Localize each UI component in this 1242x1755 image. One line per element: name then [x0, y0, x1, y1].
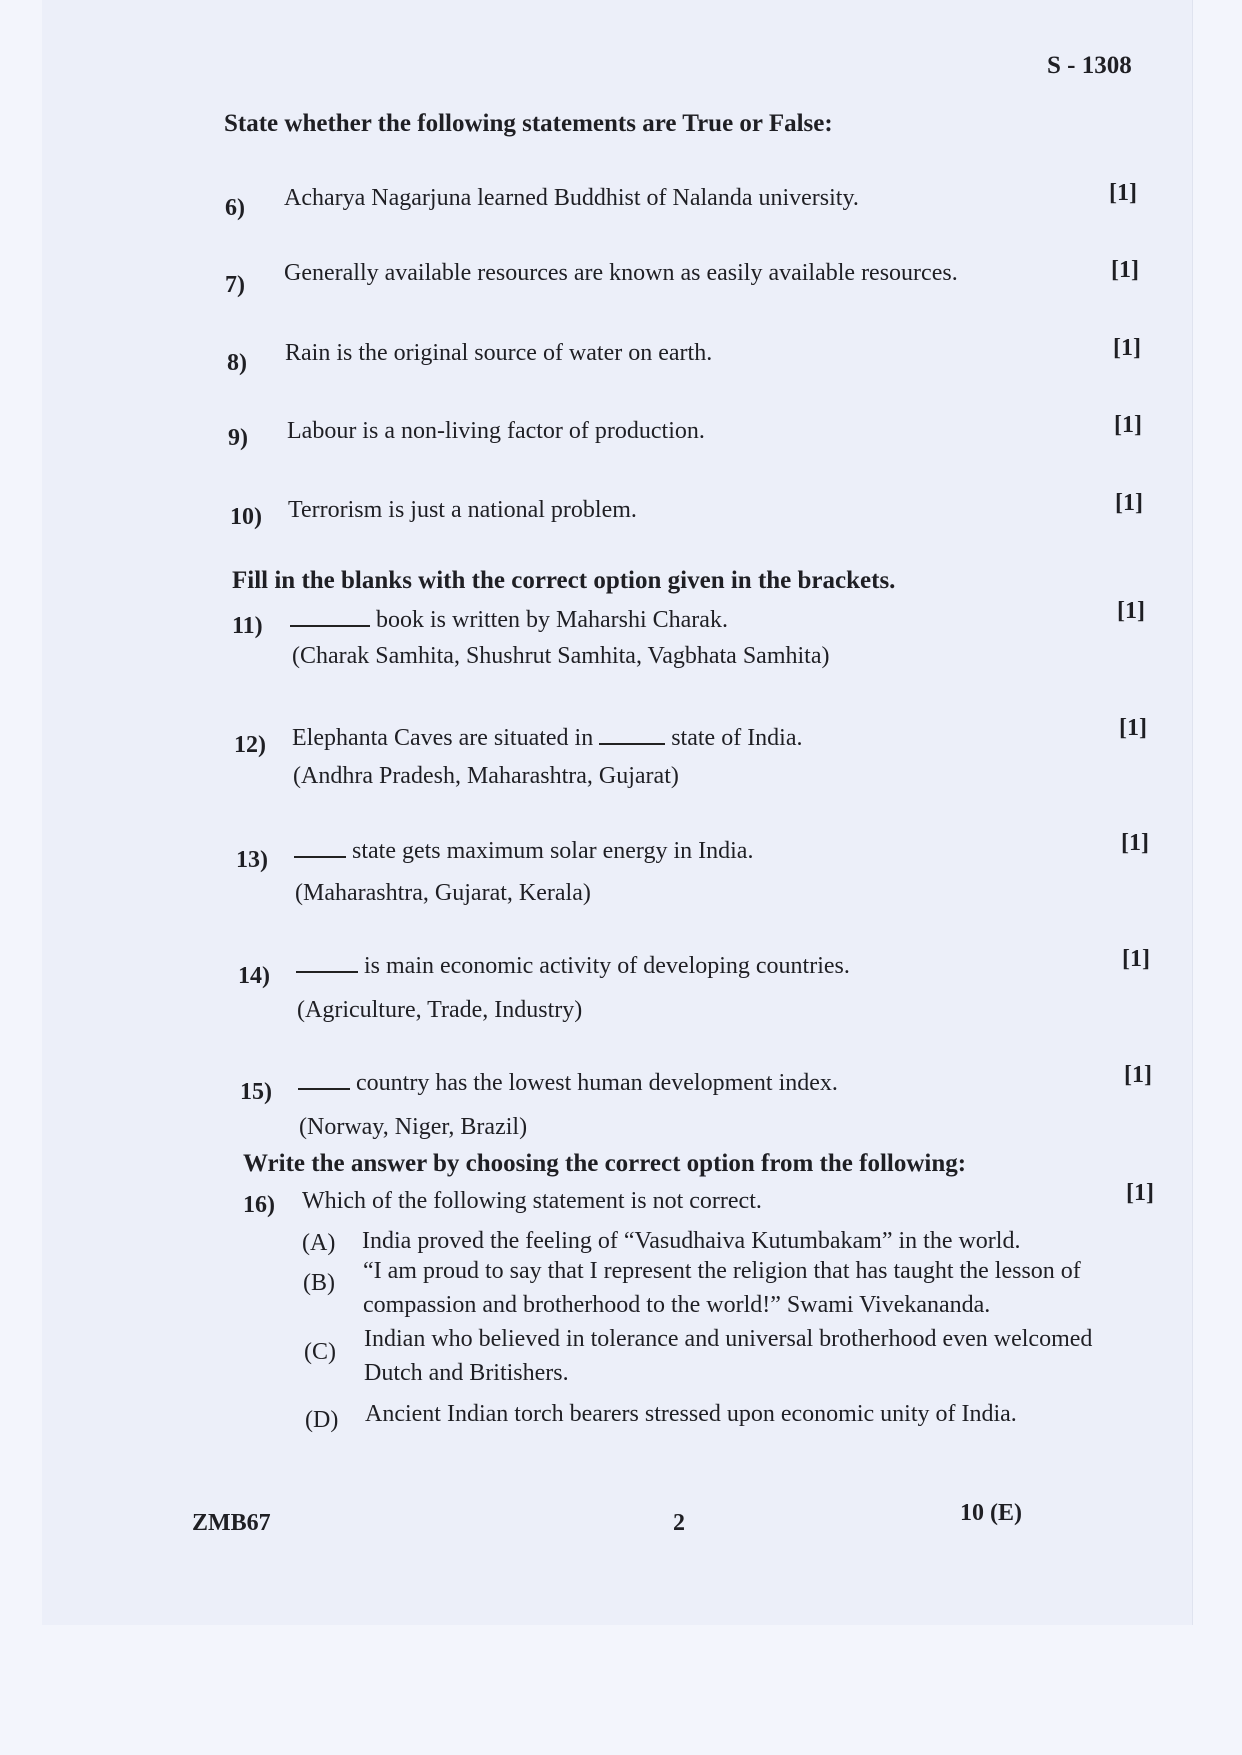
question-text-after: state gets maximum solar energy in India. [352, 838, 754, 864]
question-number: 15) [240, 1079, 272, 1105]
question-mark: [1] [1117, 598, 1145, 624]
question-text-after: is main economic activity of developing countries. [364, 953, 850, 979]
question-text: Generally available resources are known as easily available resources. [284, 260, 958, 286]
question-text-before: Elephanta Caves are situated in [292, 725, 594, 751]
option-line: Ancient Indian torch bearers stressed upon economic unity of India. [365, 1401, 1017, 1427]
question-number: 14) [238, 963, 270, 989]
question-text [298, 1070, 838, 1097]
question-mark: [1] [1124, 1062, 1152, 1088]
question-mark: [1] [1109, 180, 1137, 206]
question-mark: [1] [1126, 1180, 1154, 1206]
question-number: 9) [228, 425, 248, 451]
answer-blank [298, 1070, 350, 1090]
question-mark: [1] [1122, 946, 1150, 972]
question-text [294, 838, 753, 865]
section-heading-true-false: State whether the following statements are True or False: [224, 110, 833, 137]
question-text: Labour is a non-living factor of production. [287, 418, 705, 444]
question-number: 10) [230, 504, 262, 530]
section-heading-fill-blanks: Fill in the blanks with the correct option given in the brackets. [232, 567, 896, 594]
section-heading-choose-option: Write the answer by choosing the correct option from the following: [243, 1150, 967, 1177]
option-label: (B) [303, 1270, 335, 1296]
option-text [362, 1224, 1182, 1258]
question-number: 11) [232, 613, 263, 639]
option-label: (A) [302, 1230, 336, 1256]
answer-options: (Andhra Pradesh, Maharashtra, Gujarat) [293, 763, 679, 789]
option-line: Indian who believed in tolerance and universal brotherhood even welcomed [364, 1326, 1093, 1352]
question-text [292, 725, 803, 752]
question-number: 8) [227, 350, 247, 376]
answer-options: (Norway, Niger, Brazil) [299, 1114, 528, 1140]
question-mark: [1] [1119, 715, 1147, 741]
option-line: “I am proud to say that I represent the religion that has taught the lesson of [363, 1258, 1081, 1284]
question-mark: [1] [1121, 830, 1149, 856]
page-number: 2 [673, 1510, 685, 1536]
question-mark: [1] [1113, 335, 1141, 361]
answer-blank [294, 838, 346, 858]
option-line: compassion and brotherhood to the world!” Swami Vivekananda. [363, 1292, 991, 1318]
question-text [290, 607, 728, 634]
question-text [296, 953, 850, 980]
option-text [365, 1397, 1185, 1431]
question-mark: [1] [1114, 412, 1142, 438]
question-mark: [1] [1115, 490, 1143, 516]
question-number: 7) [225, 272, 245, 298]
question-number: 12) [234, 732, 266, 758]
question-text: Which of the following statement is not correct. [302, 1188, 762, 1214]
answer-blank [296, 953, 358, 973]
question-mark: [1] [1111, 257, 1139, 283]
answer-options: (Agriculture, Trade, Industry) [297, 997, 583, 1023]
question-number: 13) [236, 847, 268, 873]
option-label: (C) [304, 1339, 336, 1365]
option-line: Dutch and Britishers. [364, 1360, 569, 1386]
answer-options: (Charak Samhita, Shushrut Samhita, Vagbhata Samhita) [292, 643, 830, 669]
option-line: India proved the feeling of “Vasudhaiva Kutumbakam” in the world. [362, 1228, 1021, 1254]
question-text: Rain is the original source of water on earth. [285, 340, 713, 366]
option-text [363, 1254, 1193, 1322]
question-text-after: state of India. [671, 725, 803, 751]
question-text: Terrorism is just a national problem. [288, 497, 637, 523]
question-number: 6) [225, 195, 245, 221]
question-text-after: country has the lowest human development index. [356, 1070, 838, 1096]
footer-code: ZMB67 [192, 1510, 271, 1536]
question-number: 16) [243, 1192, 275, 1218]
option-text [364, 1322, 1194, 1390]
paper-code: S - 1308 [1047, 52, 1132, 79]
option-label: (D) [305, 1407, 339, 1433]
answer-blank [599, 725, 665, 745]
question-text-after: book is written by Maharshi Charak. [376, 607, 728, 633]
footer-set: 10 (E) [960, 1500, 1022, 1526]
answer-blank [290, 607, 370, 627]
question-text: Acharya Nagarjuna learned Buddhist of Nalanda university. [284, 185, 859, 211]
answer-options: (Maharashtra, Gujarat, Kerala) [295, 880, 591, 906]
